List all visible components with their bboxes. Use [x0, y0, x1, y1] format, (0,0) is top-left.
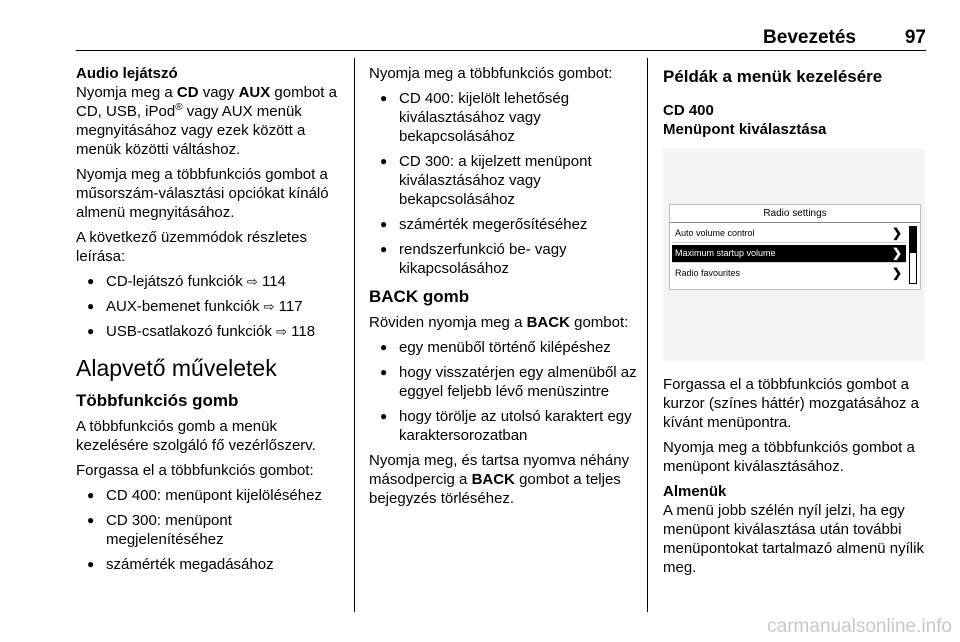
back-hold-paragraph: Nyomja meg, és tartsa nyomva néhány másodpercig a BACK gombot a teljes bejegyzés törléséhez. — [369, 452, 630, 507]
registered-mark: ® — [175, 102, 183, 113]
menu-item-max-startup-volume: Maximum startup volume ❯ — [672, 245, 906, 263]
column-3 — [663, 64, 929, 583]
column-divider-1 — [354, 58, 355, 612]
radio-settings-panel — [669, 204, 921, 290]
screen-title: Radio settings — [670, 205, 920, 223]
aux-key-label: AUX — [238, 84, 271, 101]
modes-intro-paragraph: A következő üzemmódok részletes leírása: — [76, 229, 307, 265]
list-item: ● CD 400: menüpont kijelöléséhez — [76, 486, 344, 505]
watermark: carmanualsonline.info — [767, 616, 952, 637]
list-item: ● hogy törölje az utolsó karaktert egy karaktersorozatban — [369, 407, 637, 445]
press-intro: Nyomja meg a többfunkciós gombot: — [369, 65, 613, 82]
page-reference-link[interactable]: ⇨ 117 — [263, 298, 303, 315]
page-reference-link[interactable]: ⇨ 118 — [276, 323, 316, 340]
list-item: ● számérték megerősítéséhez — [369, 215, 637, 234]
turn-intro: Forgassa el a többfunkciós gombot: — [76, 462, 314, 479]
page-number: 97 — [904, 27, 926, 48]
back-key-label: BACK — [526, 314, 570, 331]
menu-item-radio-favourites: Radio favourites ❯ — [675, 266, 902, 280]
header-title: Bevezetés — [763, 27, 856, 48]
list-item: ● AUX-bemenet funkciók ⇨ 117 — [76, 297, 344, 316]
list-item: ● CD-lejátszó funkciók ⇨ 114 — [76, 272, 344, 291]
list-item: ● rendszerfunkció be- vagy kikapcsolásához — [369, 240, 637, 278]
list-item: ● hogy visszatérjen egy almenüből az eggyel feljebb lévő menüszintre — [369, 363, 637, 401]
menu-select-heading: Menüpont kiválasztása — [663, 121, 827, 138]
list-item: ● CD 300: a kijelzett menüpont kiválasztásához vagy bekapcsolásához — [369, 152, 637, 209]
menu-item-auto-volume: Auto volume control ❯ — [672, 225, 906, 243]
select-paragraph: Nyomja meg a többfunkciós gombot a menüpont kiválasztásához. — [663, 439, 915, 475]
list-item: ● egy menüből történő kilépéshez — [369, 338, 637, 357]
arrow-right-icon: ⇨ — [246, 274, 258, 289]
menu-examples-heading: Példák a menük kezelésére — [663, 67, 883, 86]
track-selection-paragraph: Nyomja meg a többfunkciós gombot a műsorszám-választási opciókat kínáló almenü megnyitásához. — [76, 166, 329, 221]
cursor-paragraph: Forgassa el a többfunkciós gombot a kurzor (színes háttér) mozgatásához a kívánt menüpontra. — [663, 376, 919, 431]
turn-list — [76, 486, 344, 574]
scrollbar — [909, 226, 917, 284]
basic-operations-heading: Alapvető műveletek — [76, 355, 277, 381]
back-intro: Röviden nyomja meg a BACK gombot: — [369, 314, 629, 331]
audio-player-heading: Audio lejátszó — [76, 65, 178, 82]
cd400-heading: CD 400 — [663, 102, 714, 119]
arrow-right-icon: ⇨ — [263, 299, 275, 314]
audio-player-paragraph: Nyomja meg a CD vagy AUX gombot a CD, USB, iPod® vagy AUX menük megnyitásához vagy ezek között a menük közötti váltáshoz. — [76, 84, 337, 158]
radio-settings-screen-image — [663, 149, 925, 361]
column-1 — [76, 64, 344, 580]
list-item: ● CD 300: menüpont megjelenítéséhez — [76, 511, 344, 549]
chevron-right-icon: ❯ — [891, 266, 902, 280]
mode-reference-list — [76, 272, 344, 341]
cd-key-label: CD — [176, 84, 199, 101]
multifunction-description: A többfunkciós gomb a menük kezelésére szolgáló fő vezérlőszerv. — [76, 418, 316, 454]
arrow-right-icon: ⇨ — [276, 324, 287, 339]
chevron-right-icon: ❯ — [891, 246, 902, 260]
back-button-heading: BACK gomb — [369, 287, 470, 306]
submenus-paragraph: A menü jobb szélén nyíl jelzi, ha egy menüpont kiválasztása után további menüpontokat tartalmazó almenü nyílik meg. — [663, 502, 924, 576]
column-divider-2 — [647, 58, 648, 612]
scrollbar-thumb — [910, 227, 916, 253]
multifunction-knob-heading: Többfunkciós gomb — [76, 391, 239, 410]
page-reference-link[interactable]: ⇨ 114 — [246, 273, 286, 290]
press-list — [369, 89, 637, 278]
list-item: ● számérték megadásához — [76, 555, 344, 574]
column-2 — [369, 64, 637, 514]
page-header — [76, 26, 926, 51]
submenus-heading: Almenük — [663, 483, 727, 500]
back-list — [369, 338, 637, 445]
chevron-right-icon: ❯ — [891, 226, 902, 240]
list-item: ● USB-csatlakozó funkciók ⇨ 118 — [76, 322, 344, 341]
back-key-label: BACK — [471, 471, 515, 488]
list-item: ● CD 400: kijelölt lehetőség kiválasztásához vagy bekapcsolásához — [369, 89, 637, 146]
